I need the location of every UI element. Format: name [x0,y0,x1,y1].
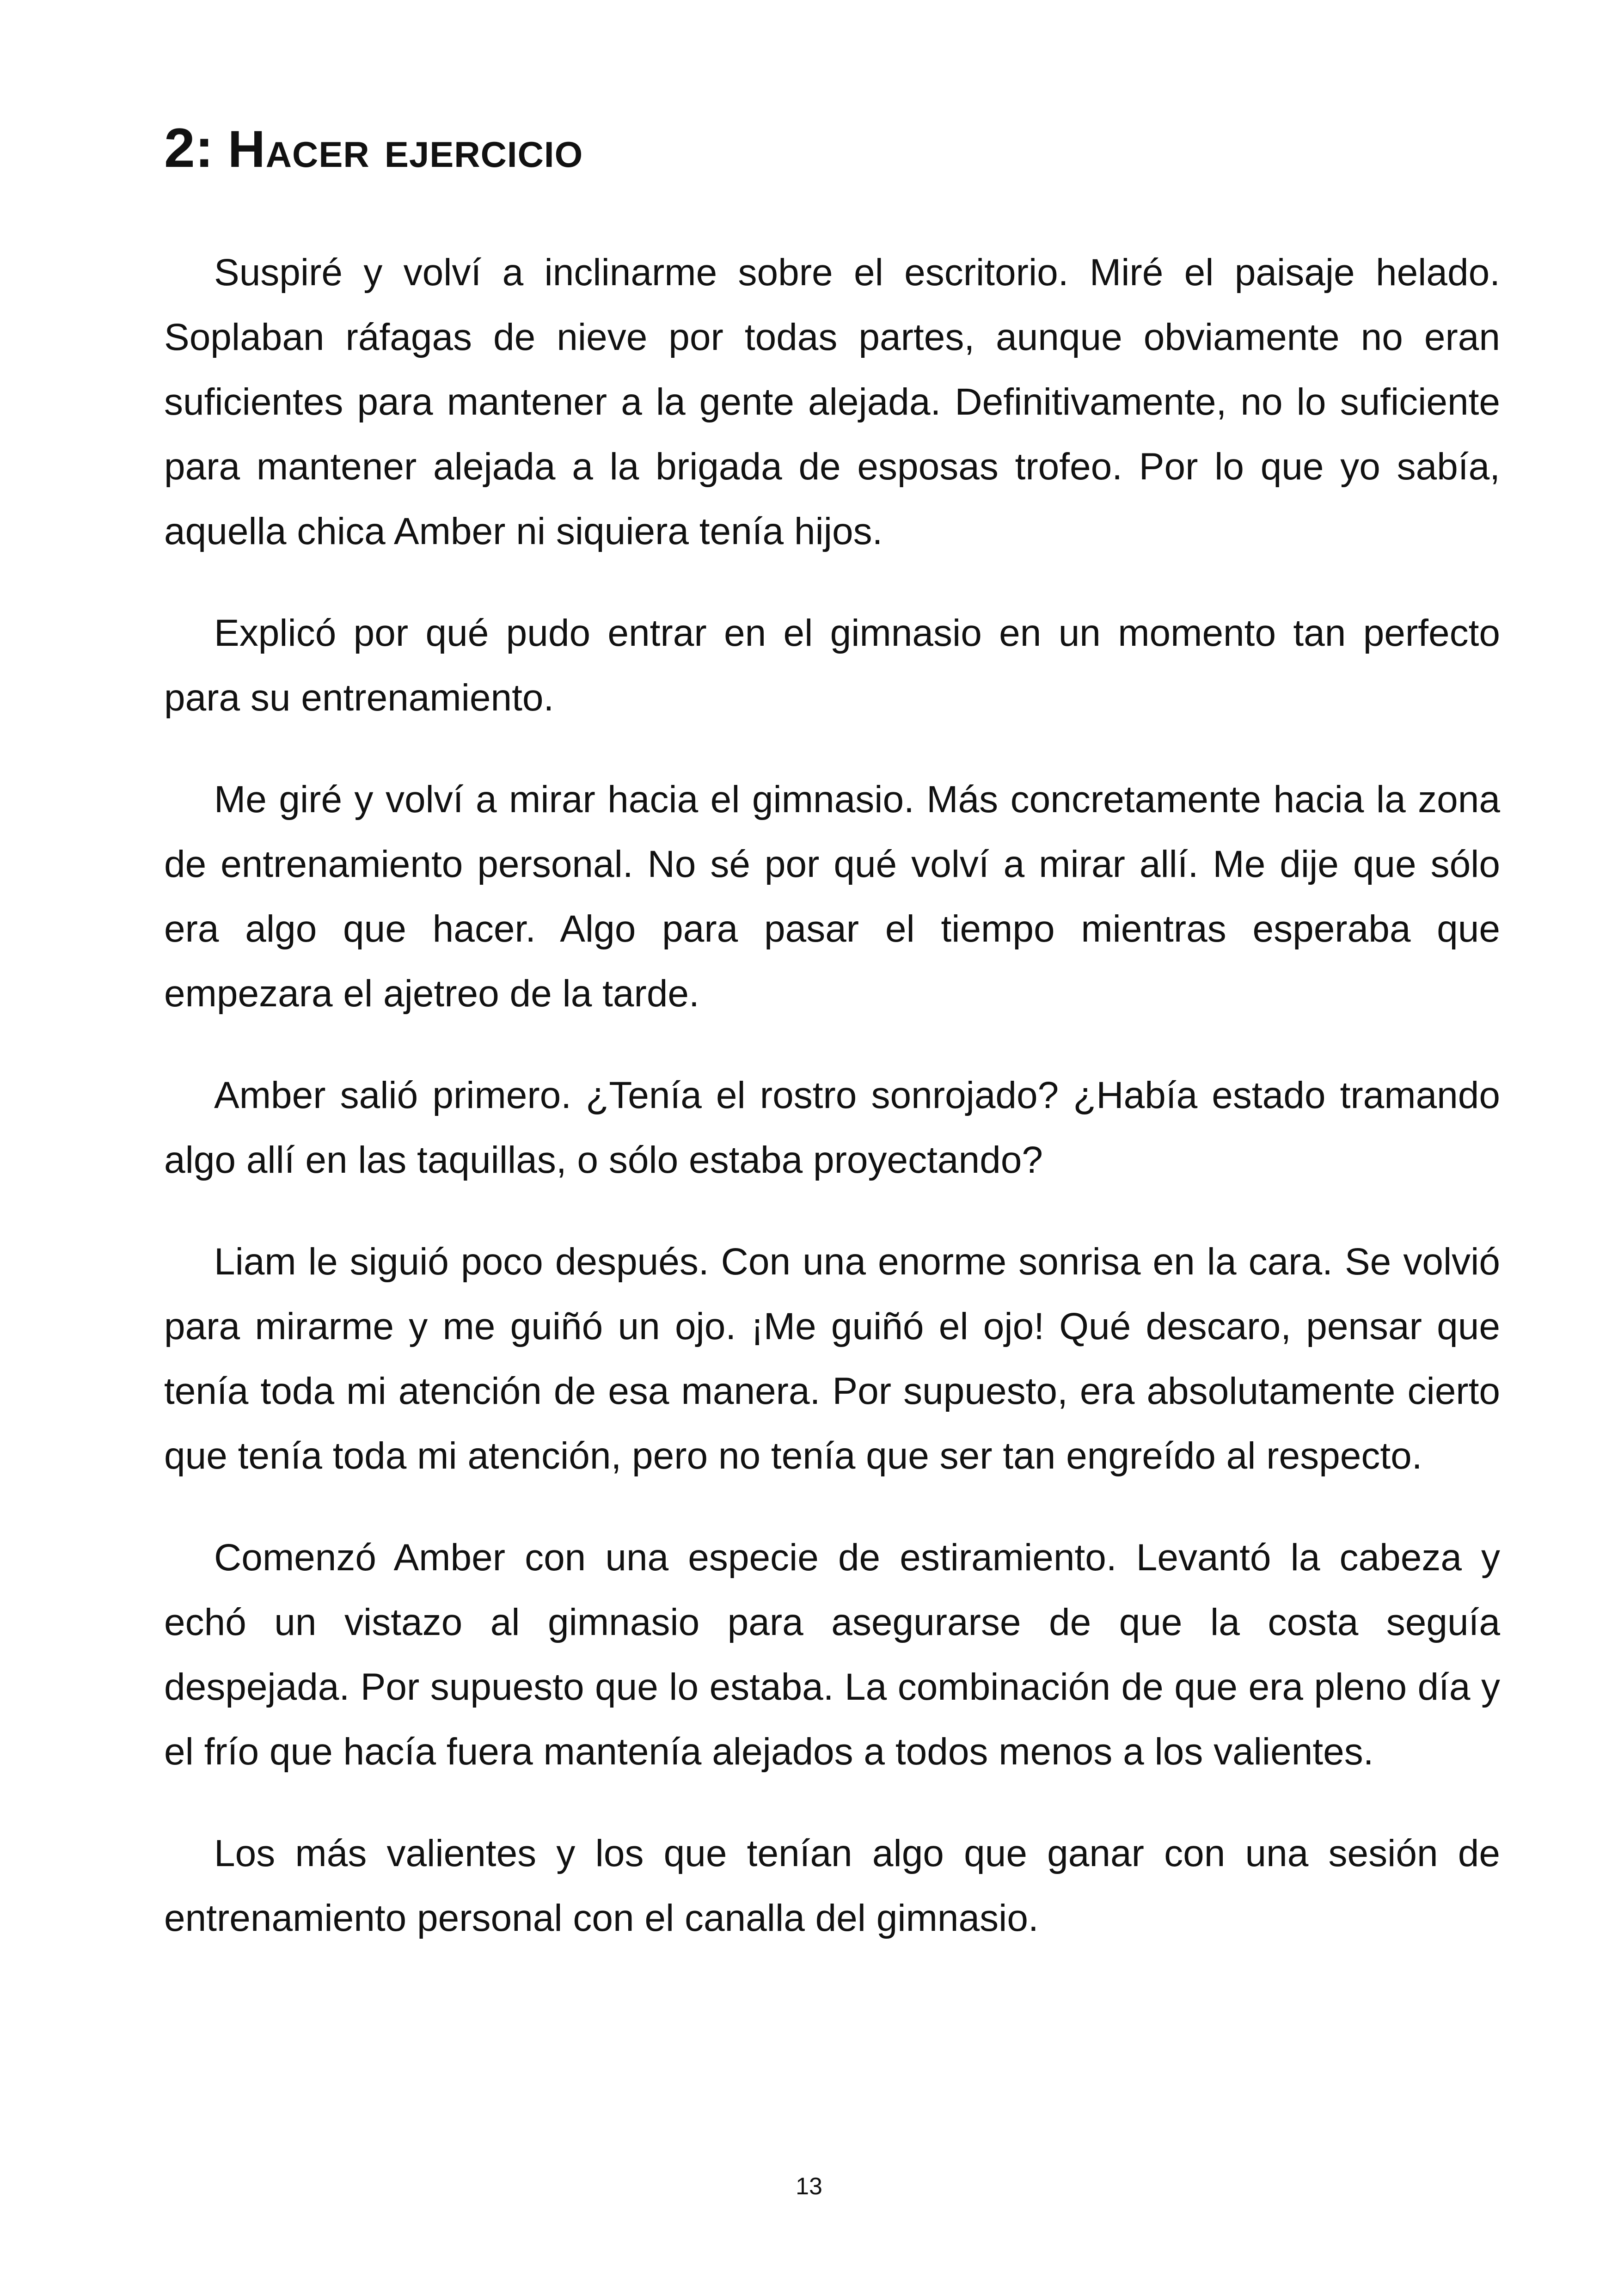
page-number: 13 [796,2173,822,2200]
paragraph-3: Me giré y volví a mirar hacia el gimnasio. Más concretamente hacia la zona de entrenamiento personal. No sé por qué volví a mirar allí. Me dije que sólo era algo que hacer. Algo para pasar el tiempo mientras esperaba que empezara el ajetreo de la tarde. [164,778,1500,1015]
chapter-title [164,116,583,182]
paragraph-4: Amber salió primero. ¿Tenía el rostro sonrojado? ¿Había estado tramando algo allí en las taquillas, o sólo estaba proyectando? [164,1074,1500,1181]
chapter-body [164,240,1500,1988]
chapter-number: 2: [164,117,214,179]
paragraph-1: Suspiré y volví a inclinarme sobre el escritorio. Miré el paisaje helado. Soplaban ráfagas de nieve por todas partes, aunque obviamente no eran suficientes para mantener a la gente alejada. Definitivamente, no lo suficiente para mantener alejada a la brigada de esposas trofeo. Por lo que yo sabía, aquella chica Amber ni siquiera tenía hijos. [164,251,1500,552]
paragraph-7: Los más valientes y los que tenían algo que ganar con una sesión de entrenamiento personal con el canalla del gimnasio. [164,1832,1500,1939]
paragraph-5: Liam le siguió poco después. Con una enorme sonrisa en la cara. Se volvió para mirarme y me guiñó un ojo. ¡Me guiñó el ojo! Qué descaro, pensar que tenía toda mi atención de esa manera. Por supuesto, era absolutamente cierto que tenía toda mi atención, pero no tenía que ser tan engreído al respecto. [164,1241,1500,1477]
chapter-title-text: Hacer ejercicio [227,120,583,178]
paragraph-2: Explicó por qué pudo entrar en el gimnasio en un momento tan perfecto para su entrenamiento. [164,612,1500,719]
paragraph-6: Comenzó Amber con una especie de estiramiento. Levantó la cabeza y echó un vistazo al gimnasio para asegurarse de que la costa seguía despejada. Por supuesto que lo estaba. La combinación de que era pleno día y el frío que hacía fuera mantenía alejados a todos menos a los valientes. [164,1537,1500,1773]
